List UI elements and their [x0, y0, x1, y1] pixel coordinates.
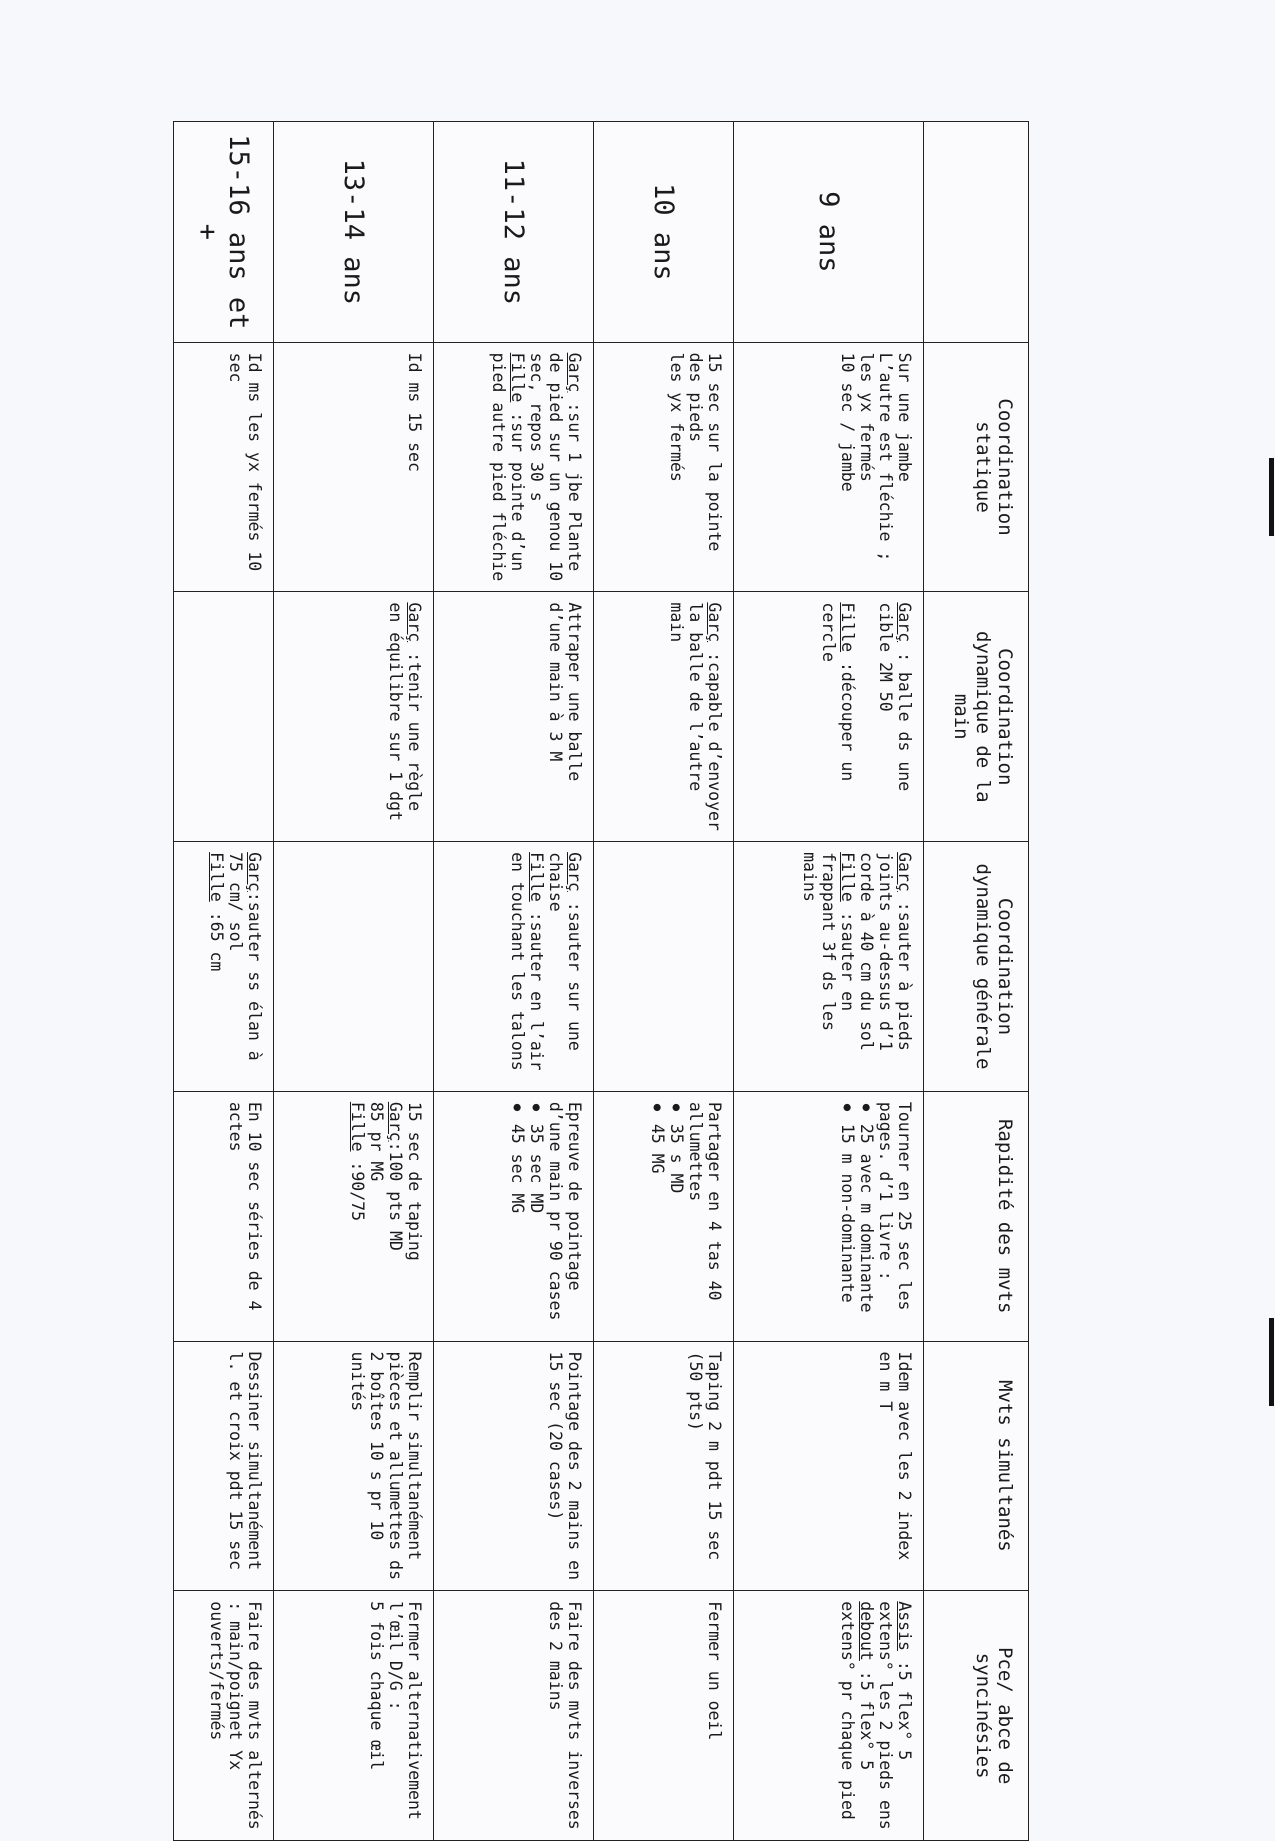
bullet-item: ● 35 sec MD [527, 1102, 546, 1331]
boys-label: Garç [895, 852, 914, 892]
rapidite-intro: Epreuve de pointage d’une main pr 90 cases [546, 1101, 584, 1321]
cell-generale [434, 842, 594, 1092]
girls-label: Fille [838, 602, 857, 653]
cell-syncinesies: Fermer un oeil [594, 1591, 734, 1841]
girls-label: Fille [508, 352, 527, 403]
table-row [174, 122, 274, 1841]
bullet-item: ● 15 m non-dominante [838, 1102, 857, 1331]
header-coordination-statique: Coordination statique [924, 342, 1029, 592]
cell-syncinesies: Fermer alternativement l’œil D/G : 5 fois chaque œil [274, 1591, 434, 1841]
cell-statique [434, 342, 594, 592]
header-coordination-generale: Coordination dynamique générale [924, 842, 1029, 1092]
standing-text: :5 flex° 5 extens° pr chaque pied [838, 1601, 876, 1820]
cell-generale [174, 842, 274, 1092]
cell-statique: Sur une jambe L’autre est fléchie ; les yx fermés 10 sec / jambe [734, 342, 924, 592]
age-label: 11-12 ans [434, 122, 594, 343]
header-mvts-simultanes: Mvts simultanés [924, 1341, 1029, 1591]
boys-text: : balle ds une cible 2M 50 [876, 602, 914, 792]
girls-text: :découper un cercle [819, 602, 857, 782]
cell-rapidite [594, 1091, 734, 1341]
header-row [924, 122, 1029, 1841]
boys-label: Garç [895, 602, 914, 643]
girls-text: :sauter en frappant 3f ds les mains [800, 852, 857, 1031]
cell-syncinesies: Faire des mvts inverses des 2 mains [434, 1591, 594, 1841]
table-row [594, 122, 734, 1841]
girls-label: Fille [207, 852, 226, 902]
table-row [734, 122, 924, 1841]
bullet-item: ● 25 avec m dominante [857, 1102, 876, 1331]
scan-edge-mark [1269, 1318, 1274, 1406]
age-label: 9 ans [734, 122, 924, 343]
age-label: 15-16 ans et + [174, 122, 274, 343]
bullet-item: ● 45 sec MG [508, 1102, 527, 1331]
header-coordination-main: Coordination dynamique de la main [924, 592, 1029, 842]
bullet-item: ● 35 s MD [667, 1102, 686, 1331]
seated-text: :5 flex° 5 extens° les 2 pieds ens [876, 1601, 914, 1830]
girls-text: :sauter en l’air en touchant les talons [508, 852, 546, 1071]
boys-text: :capable d’envoyer la balle de l’autre main [667, 602, 724, 831]
cell-syncinesies: Faire des mvts alternés : main/poignet Yx ouverts/fermés [174, 1591, 274, 1841]
cell-main: Attraper une balle d’une main à 3 M [434, 592, 594, 842]
boys-label: Garç [386, 1101, 405, 1142]
cell-statique: 15 sec sur la pointe des pieds les yx fermés [594, 342, 734, 592]
cell-simultanes: Remplir simultanément pièces et allumettes ds 2 boîtes 10 s pr 10 unités [274, 1341, 434, 1591]
coordination-table [173, 121, 1029, 1841]
boys-label: Garç [705, 602, 724, 643]
boys-text: :sauter à pieds joints au-dessus d’1 corde à 40 cm du sol [857, 852, 914, 1051]
cell-rapidite [274, 1091, 434, 1341]
girls-label: Fille [838, 852, 857, 902]
cell-rapidite [434, 1091, 594, 1341]
header-corner-cell [924, 122, 1029, 343]
rapidite-intro: Tourner en 25 sec les pages. d’1 livre : [876, 1101, 914, 1311]
cell-simultanes: Idem avec les 2 index en m T [734, 1341, 924, 1591]
cell-main [594, 592, 734, 842]
table-row [434, 122, 594, 1841]
cell-generale [274, 842, 434, 1092]
header-rapidite: Rapidité des mvts [924, 1091, 1029, 1341]
boys-text: :sauter sur une chaise [546, 852, 584, 1051]
cell-statique: Id ms les yx fermés 10 sec [174, 342, 274, 592]
header-syncinesies: Pce/ abce de syncinésies [924, 1591, 1029, 1841]
boys-label: Garç [565, 352, 584, 393]
cell-statique: Id ms 15 sec [274, 342, 434, 592]
cell-main [734, 592, 924, 842]
boys-label: Garç [245, 852, 264, 892]
boys-text: :sauter ss élan à 75 cm/ sol [226, 852, 264, 1061]
scan-edge-mark [1269, 458, 1274, 536]
boys-label: Garç [405, 602, 424, 643]
standing-label: debout [857, 1601, 876, 1661]
cell-main [174, 592, 274, 842]
boys-text: :100 pts MD 85 pr MG [367, 1101, 405, 1251]
cell-rapidite [734, 1091, 924, 1341]
girls-label: Fille [348, 1101, 367, 1152]
girls-text: :65 cm [207, 901, 226, 972]
cell-simultanes: Dessiner simultanément l. et croix pdt 15 sec [174, 1341, 274, 1591]
cell-generale [734, 842, 924, 1092]
age-label: 10 ans [594, 122, 734, 343]
table-row [274, 122, 434, 1841]
boys-text: :tenir une règle en équilibre sur 1 dgt [386, 602, 424, 821]
cell-rapidite: En 10 sec séries de 4 actes [174, 1091, 274, 1341]
rapidite-intro: Partager en 4 tas 40 allumettes [686, 1101, 724, 1301]
rotated-table-container [192, 121, 1029, 1841]
girls-label: Fille [527, 852, 546, 902]
cell-simultanes: Taping 2 m pdt 15 sec (50 pts) [594, 1341, 734, 1591]
age-label: 13-14 ans [274, 122, 434, 343]
seated-label: Assis [895, 1601, 914, 1651]
girls-text: :sur pointe d’un pied autre pied fléchie [489, 352, 527, 582]
cell-generale [594, 842, 734, 1092]
cell-main [274, 592, 434, 842]
rapidite-intro: 15 sec de taping [405, 1101, 424, 1261]
girls-text: :90/75 [348, 1151, 367, 1222]
boys-label: Garç [565, 852, 584, 892]
cell-syncinesies [734, 1591, 924, 1841]
bullet-item: ● 45 MG [648, 1102, 667, 1331]
boys-text: :sur 1 jbe Plante de pied sur un genou 10 sec, repos 30 s [527, 352, 584, 582]
cell-simultanes: Pointage des 2 mains en 15 sec (20 cases) [434, 1341, 594, 1591]
